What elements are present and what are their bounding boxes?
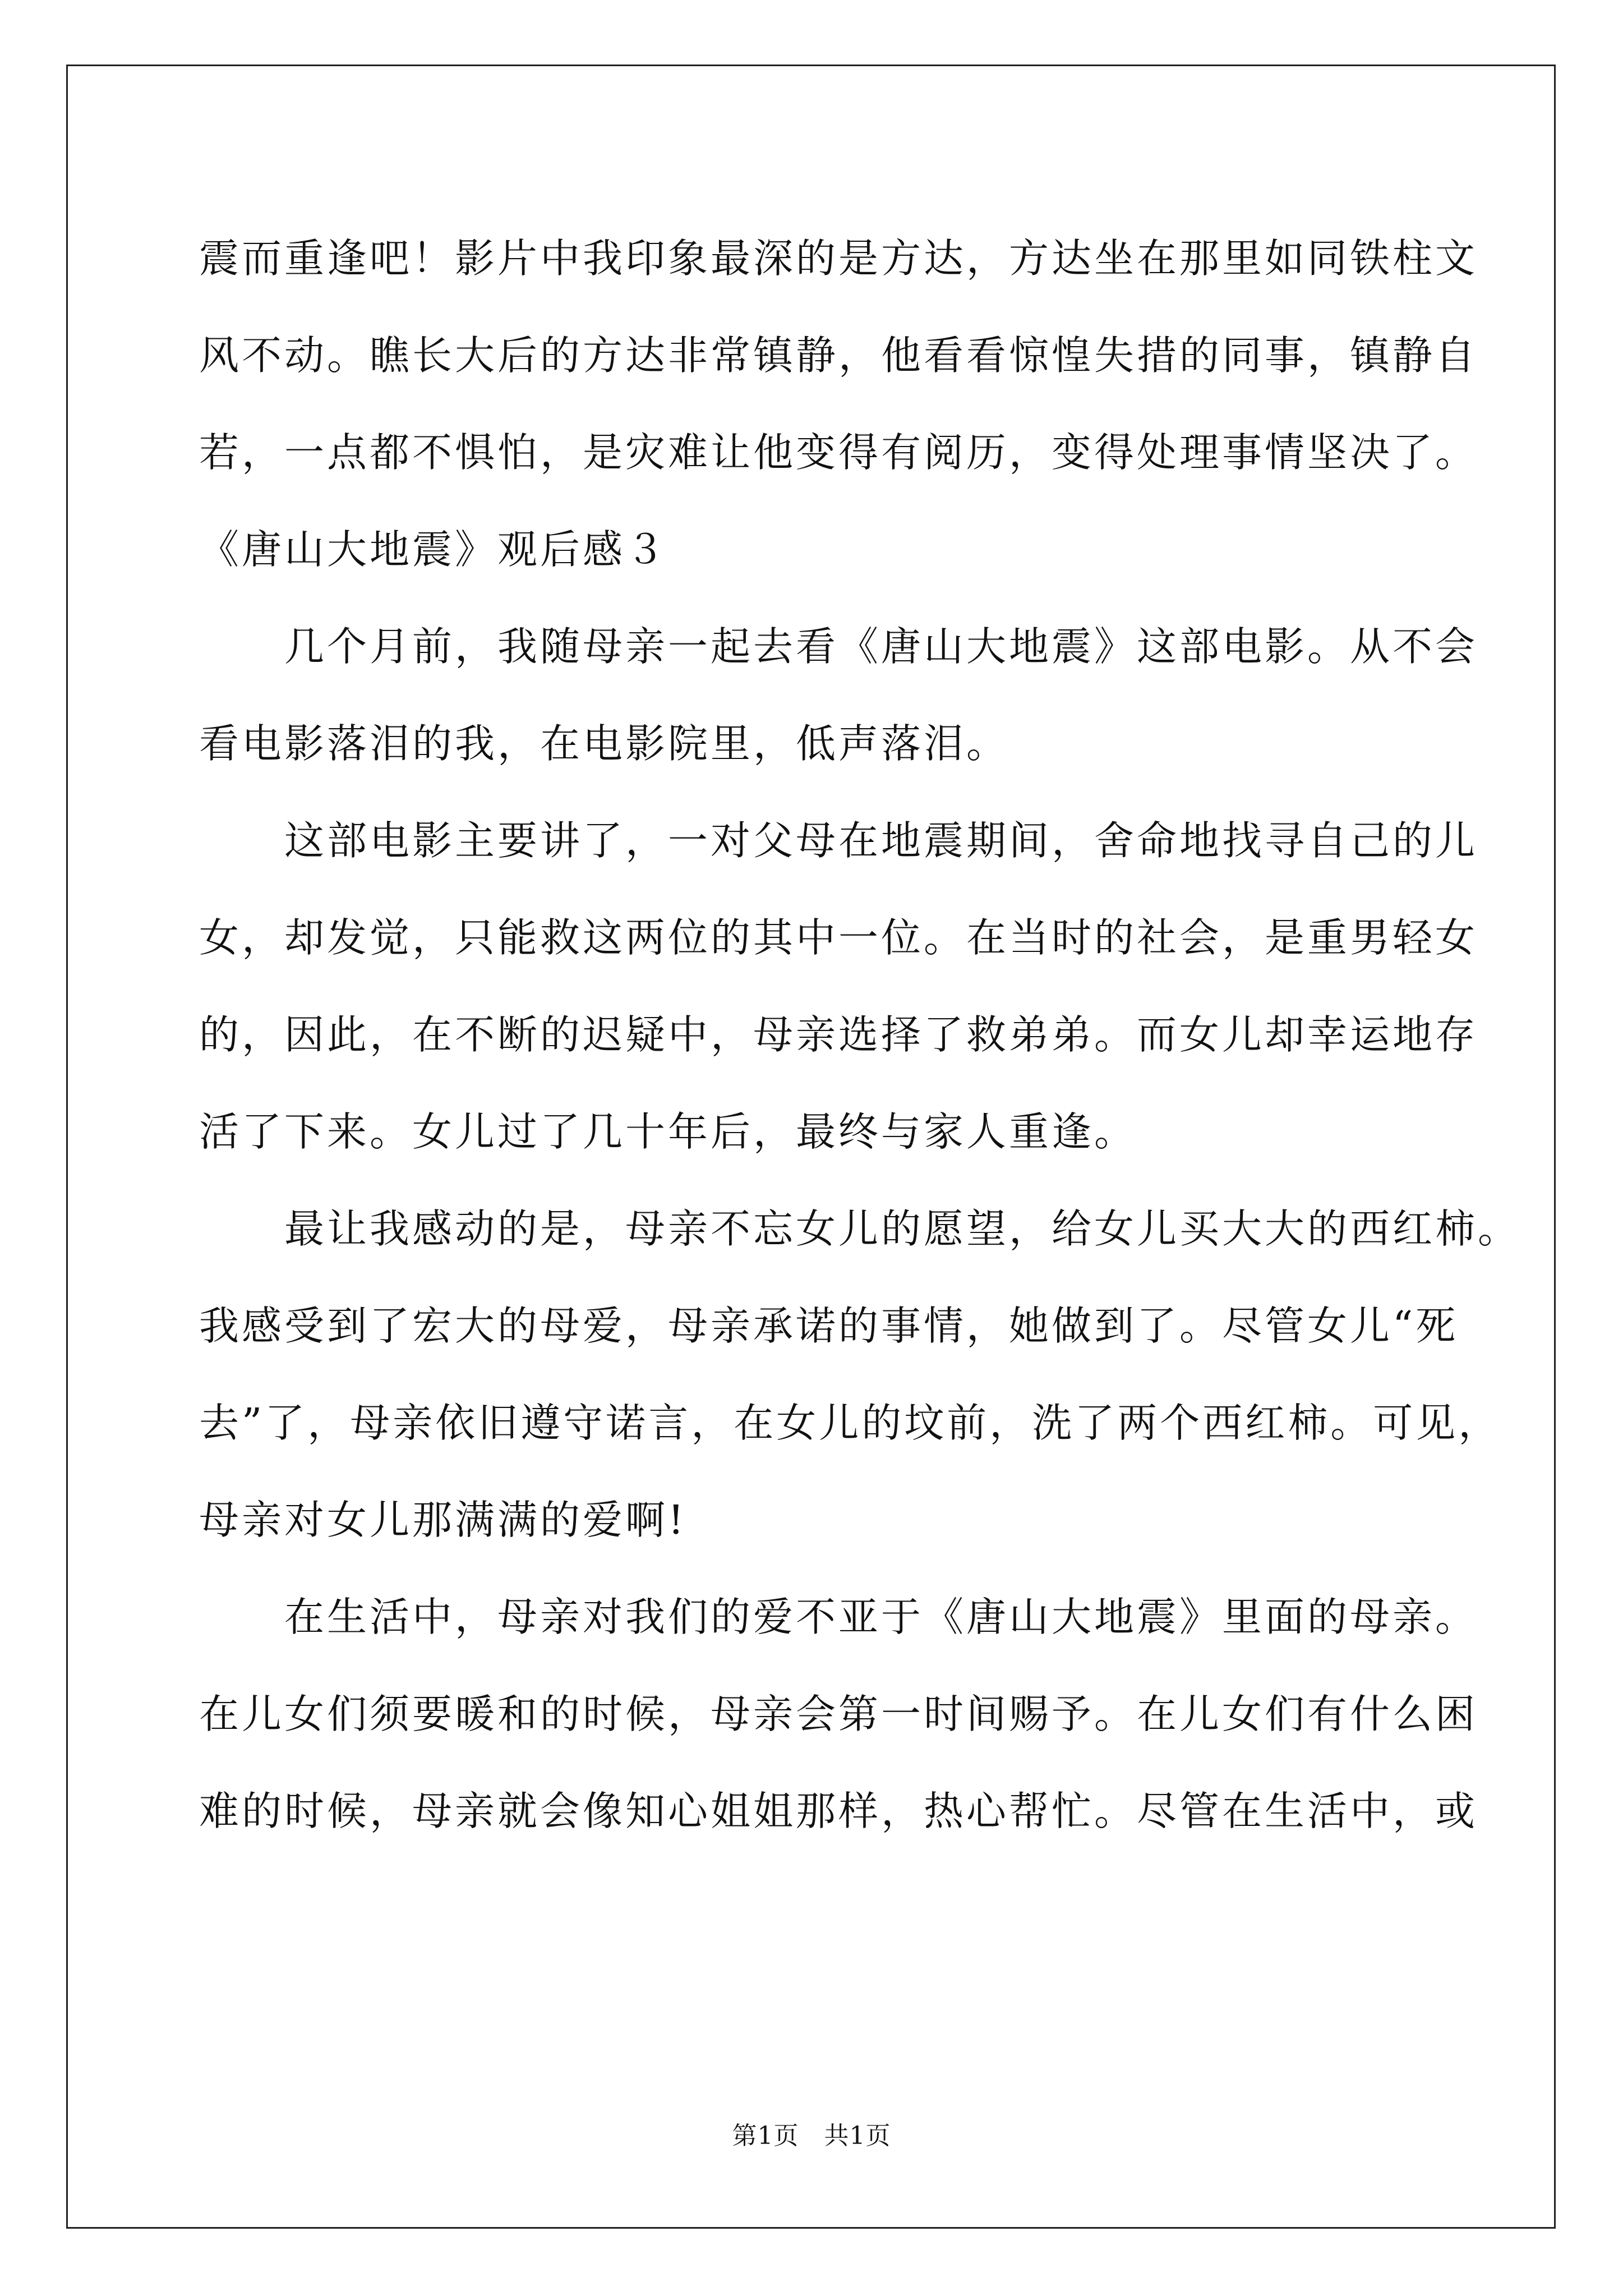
text-line: 在儿女们须要暖和的时候，母亲会第一时间赐予。在儿女们有什么困 [199,1691,1478,1737]
text-line: 几个月前，我随母亲一起去看《唐山大地震》这部电影。从不会 [199,623,1478,670]
text-line: 风不动。瞧长大后的方达非常镇静，他看看惊惶失措的同事，镇静自 [199,332,1478,379]
text-line: 去”了，母亲依旧遵守诺言，在女儿的坟前，洗了两个西红柿。可见， [199,1400,1501,1446]
text-line: 我感受到了宏大的母爱，母亲承诺的事情，她做到了。尽管女儿“死 [199,1303,1459,1349]
text-line: 这部电影主要讲了，一对父母在地震期间，舍命地找寻自己的儿 [199,817,1478,864]
text-line: 最让我感动的是，母亲不忘女儿的愿望，给女儿买大大的西红柿。 [199,1205,1521,1252]
page-footer: 第1页 共1页 [732,2122,891,2150]
document-body [199,210,1521,1860]
text-line: 活了下来。女儿过了几十年后，最终与家人重逢。 [199,1108,1137,1155]
text-line: 在生活中，母亲对我们的爱不亚于《唐山大地震》里面的母亲。 [199,1594,1478,1640]
text-line: 母亲对女儿那满满的爱啊! [199,1497,687,1543]
section-heading: 《唐山大地震》观后感３ [199,526,668,573]
text-line: 女，却发觉，只能救这两位的其中一位。在当时的社会，是重男轻女 [199,914,1478,961]
text-line: 难的时候，母亲就会像知心姐姐那样，热心帮忙。尽管在生活中，或 [199,1788,1478,1834]
text-line: 看电影落泪的我，在电影院里，低声落泪。 [199,720,1009,767]
text-line: 震而重逢吧！影片中我印象最深的是方达，方达坐在那里如同铁柱文 [199,235,1478,282]
text-line: 的，因此，在不断的迟疑中，母亲选择了救弟弟。而女儿却幸运地存 [199,1011,1478,1058]
text-line: 若，一点都不惧怕，是灾难让他变得有阅历，变得处理事情坚决了。 [199,429,1478,476]
